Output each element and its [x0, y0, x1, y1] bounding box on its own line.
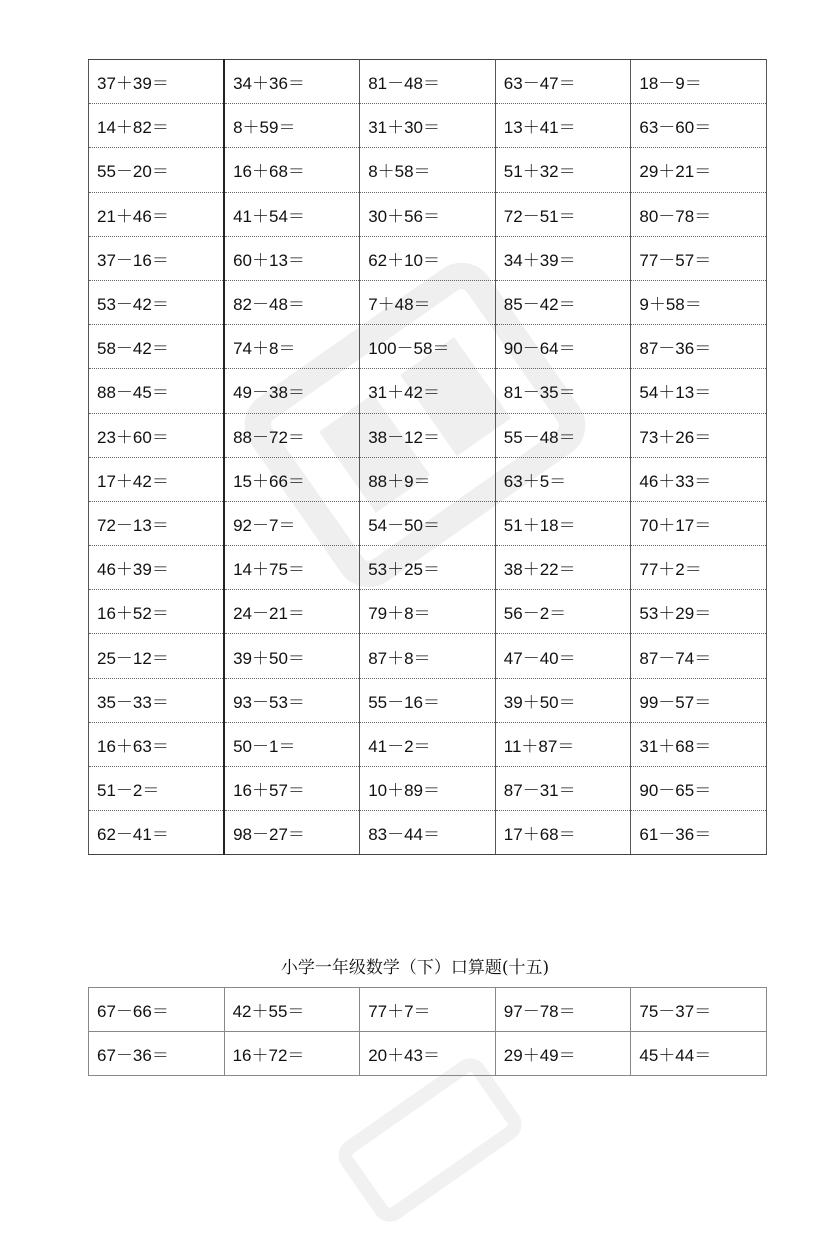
problem-cell: 90－65＝ — [631, 767, 767, 811]
problem-cell: 93－53＝ — [224, 678, 360, 722]
problem-cell: 16＋63＝ — [89, 722, 225, 766]
problem-cell: 85－42＝ — [495, 280, 631, 324]
table-row — [89, 634, 767, 678]
problem-cell: 99－57＝ — [631, 678, 767, 722]
problem-cell: 34＋36＝ — [224, 60, 360, 104]
problem-cell: 31＋68＝ — [631, 722, 767, 766]
problem-cell: 46＋33＝ — [631, 457, 767, 501]
table-row — [89, 767, 767, 811]
table-row — [89, 280, 767, 324]
problem-cell: 88－45＝ — [89, 369, 225, 413]
problem-cell: 73＋26＝ — [631, 413, 767, 457]
problem-cell: 42＋55＝ — [224, 988, 360, 1032]
problem-cell: 17＋42＝ — [89, 457, 225, 501]
problem-cell: 24－21＝ — [224, 590, 360, 634]
problem-cell: 45＋44＝ — [631, 1032, 767, 1076]
problem-cell: 88＋9＝ — [360, 457, 496, 501]
problem-cell: 74＋8＝ — [224, 325, 360, 369]
problem-cell: 51＋32＝ — [495, 148, 631, 192]
problem-cell: 60＋13＝ — [224, 236, 360, 280]
problem-cell: 92－7＝ — [224, 501, 360, 545]
worksheet-table-top — [88, 59, 767, 855]
table-row — [89, 546, 767, 590]
problem-cell: 46＋39＝ — [89, 546, 225, 590]
problem-cell: 15＋66＝ — [224, 457, 360, 501]
problem-cell: 98－27＝ — [224, 811, 360, 855]
worksheet-table-bottom — [88, 987, 767, 1076]
problem-cell: 53－42＝ — [89, 280, 225, 324]
problem-cell: 8＋59＝ — [224, 104, 360, 148]
problem-cell: 16＋72＝ — [224, 1032, 360, 1076]
table-row — [89, 988, 767, 1032]
problem-cell: 31＋30＝ — [360, 104, 496, 148]
problem-cell: 11＋87＝ — [495, 722, 631, 766]
problem-cell: 87－31＝ — [495, 767, 631, 811]
table-row — [89, 457, 767, 501]
problem-cell: 29＋49＝ — [495, 1032, 631, 1076]
problem-cell: 79＋8＝ — [360, 590, 496, 634]
table-row — [89, 413, 767, 457]
problem-cell: 14＋82＝ — [89, 104, 225, 148]
problem-cell: 58－42＝ — [89, 325, 225, 369]
problem-cell: 67－66＝ — [89, 988, 225, 1032]
table-row — [89, 369, 767, 413]
table-row — [89, 104, 767, 148]
problem-cell: 51－2＝ — [89, 767, 225, 811]
problem-cell: 34＋39＝ — [495, 236, 631, 280]
problem-cell: 62－41＝ — [89, 811, 225, 855]
problem-cell: 75－37＝ — [631, 988, 767, 1032]
problem-cell: 38＋22＝ — [495, 546, 631, 590]
problem-cell: 54＋13＝ — [631, 369, 767, 413]
problem-cell: 7＋48＝ — [360, 280, 496, 324]
problem-cell: 17＋68＝ — [495, 811, 631, 855]
problem-cell: 87＋8＝ — [360, 634, 496, 678]
problem-cell: 37－16＝ — [89, 236, 225, 280]
problem-cell: 87－36＝ — [631, 325, 767, 369]
problem-cell: 67－36＝ — [89, 1032, 225, 1076]
problem-cell: 53＋25＝ — [360, 546, 496, 590]
problem-cell: 20＋43＝ — [360, 1032, 496, 1076]
problem-cell: 63＋5＝ — [495, 457, 631, 501]
problem-cell: 100－58＝ — [360, 325, 496, 369]
table-row — [89, 192, 767, 236]
problem-cell: 30＋56＝ — [360, 192, 496, 236]
problem-cell: 35－33＝ — [89, 678, 225, 722]
problem-cell: 80－78＝ — [631, 192, 767, 236]
problem-cell: 90－64＝ — [495, 325, 631, 369]
problem-cell: 55－20＝ — [89, 148, 225, 192]
table-row — [89, 60, 767, 104]
problem-cell: 39＋50＝ — [495, 678, 631, 722]
problem-cell: 88－72＝ — [224, 413, 360, 457]
problem-cell: 63－60＝ — [631, 104, 767, 148]
problem-cell: 16＋57＝ — [224, 767, 360, 811]
problem-cell: 10＋89＝ — [360, 767, 496, 811]
problem-cell: 72－51＝ — [495, 192, 631, 236]
problem-cell: 23＋60＝ — [89, 413, 225, 457]
problem-cell: 55－48＝ — [495, 413, 631, 457]
problem-cell: 56－2＝ — [495, 590, 631, 634]
problem-cell: 37＋39＝ — [89, 60, 225, 104]
problem-cell: 49－38＝ — [224, 369, 360, 413]
table-row — [89, 1032, 767, 1076]
problem-cell: 87－74＝ — [631, 634, 767, 678]
table-row — [89, 722, 767, 766]
problem-cell: 83－44＝ — [360, 811, 496, 855]
problem-cell: 81－35＝ — [495, 369, 631, 413]
section-title: 小学一年级数学（下）口算题(十五) — [280, 958, 550, 978]
problem-cell: 38－12＝ — [360, 413, 496, 457]
problem-cell: 18－9＝ — [631, 60, 767, 104]
problem-cell: 16＋68＝ — [224, 148, 360, 192]
problem-cell: 62＋10＝ — [360, 236, 496, 280]
problem-cell: 81－48＝ — [360, 60, 496, 104]
problem-cell: 9＋58＝ — [631, 280, 767, 324]
problem-cell: 82－48＝ — [224, 280, 360, 324]
problem-cell: 41＋54＝ — [224, 192, 360, 236]
problem-cell: 53＋29＝ — [631, 590, 767, 634]
problem-cell: 16＋52＝ — [89, 590, 225, 634]
problem-cell: 25－12＝ — [89, 634, 225, 678]
problem-cell: 97－78＝ — [495, 988, 631, 1032]
table-row — [89, 236, 767, 280]
problem-cell: 77＋7＝ — [360, 988, 496, 1032]
problem-cell: 51＋18＝ — [495, 501, 631, 545]
problem-cell: 31＋42＝ — [360, 369, 496, 413]
table-row — [89, 501, 767, 545]
table-row — [89, 148, 767, 192]
problem-cell: 77＋2＝ — [631, 546, 767, 590]
problem-cell: 72－13＝ — [89, 501, 225, 545]
problem-cell: 13＋41＝ — [495, 104, 631, 148]
problem-cell: 61－36＝ — [631, 811, 767, 855]
problem-cell: 77－57＝ — [631, 236, 767, 280]
problem-cell: 54－50＝ — [360, 501, 496, 545]
problem-cell: 14＋75＝ — [224, 546, 360, 590]
problem-cell: 8＋58＝ — [360, 148, 496, 192]
problem-cell: 47－40＝ — [495, 634, 631, 678]
problem-cell: 70＋17＝ — [631, 501, 767, 545]
problem-cell: 29＋21＝ — [631, 148, 767, 192]
table-row — [89, 678, 767, 722]
table-row — [89, 590, 767, 634]
problem-cell: 39＋50＝ — [224, 634, 360, 678]
table-row — [89, 811, 767, 855]
problem-cell: 50－1＝ — [224, 722, 360, 766]
table-row — [89, 325, 767, 369]
problem-cell: 55－16＝ — [360, 678, 496, 722]
problem-cell: 41－2＝ — [360, 722, 496, 766]
problem-cell: 63－47＝ — [495, 60, 631, 104]
problem-cell: 21＋46＝ — [89, 192, 225, 236]
